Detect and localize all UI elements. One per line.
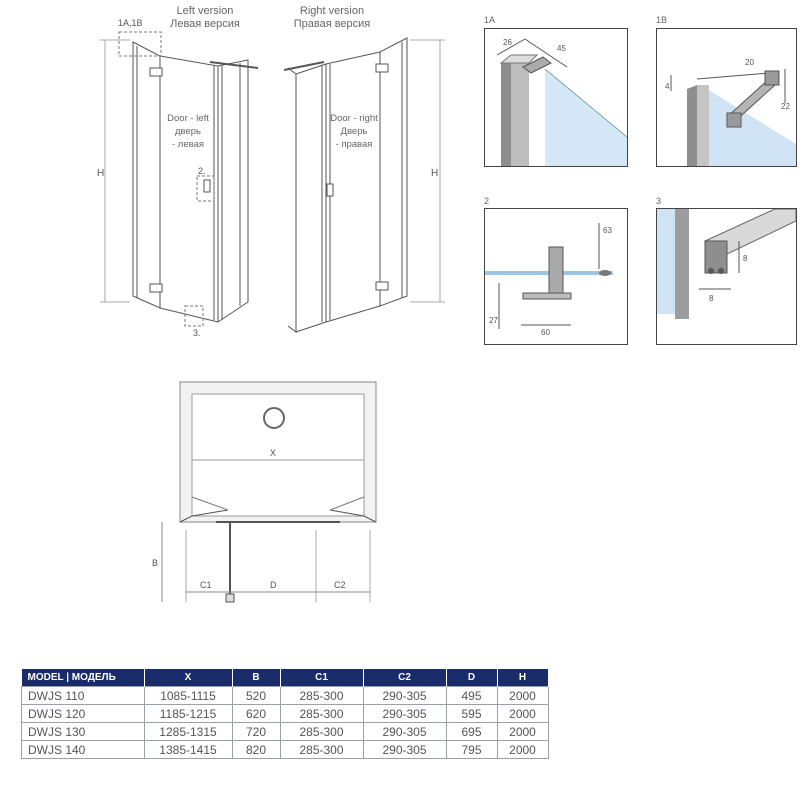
cell-c2: 290-305 — [363, 687, 446, 705]
cell-model: DWJS 110 — [22, 687, 145, 705]
detail-1b — [656, 28, 797, 167]
detail-1a — [484, 28, 628, 167]
header-h: H — [497, 669, 548, 687]
cell-d: 795 — [446, 741, 497, 759]
left-door-en: Door - left — [167, 113, 209, 124]
plan-c2-label: C2 — [334, 580, 346, 590]
left-version-title-en: Left version — [176, 5, 234, 17]
detail-2 — [484, 208, 628, 345]
cell-c2: 290-305 — [363, 741, 446, 759]
cell-c1: 285-300 — [280, 723, 363, 741]
right-version-title-ru: Правая версия — [293, 18, 371, 30]
cell-model: DWJS 130 — [22, 723, 145, 741]
detail-1b-dim-b: 4 — [665, 82, 670, 91]
left-version-title-ru: Левая версия — [170, 18, 240, 30]
header-c2: C2 — [363, 669, 446, 687]
plan-b-label: B — [152, 558, 159, 568]
cell-x: 1185-1215 — [144, 705, 232, 723]
plan-view — [140, 370, 390, 620]
table-row — [22, 705, 549, 723]
cell-model: DWJS 120 — [22, 705, 145, 723]
right-door-ru1: Дверь — [340, 126, 368, 137]
plan-d-label: D — [270, 580, 277, 590]
detail-2-drawing — [485, 209, 627, 344]
header-b: B — [232, 669, 280, 687]
cell-model: DWJS 140 — [22, 741, 145, 759]
detail-2-dim-a: 63 — [603, 226, 612, 235]
cell-c1: 285-300 — [280, 705, 363, 723]
cell-d: 495 — [446, 687, 497, 705]
cell-h: 2000 — [497, 723, 548, 741]
cell-d: 695 — [446, 723, 497, 741]
detail-1b-dim-a: 20 — [745, 58, 754, 67]
spec-table — [21, 669, 549, 759]
cell-h: 2000 — [497, 741, 548, 759]
detail-1b-drawing — [657, 29, 796, 166]
detail-2-dim-b: 27 — [489, 316, 498, 325]
left-door-ru1: дверь — [175, 126, 201, 137]
cell-b: 620 — [232, 705, 280, 723]
detail-1a-drawing — [485, 29, 627, 166]
header-x: X — [144, 669, 232, 687]
detail-3-dim-a: 8 — [709, 294, 714, 303]
detail-1b-dim-c: 22 — [781, 102, 790, 111]
detail-1b-label: 1B — [656, 15, 668, 25]
detail-1a-dim-a: 26 — [503, 38, 512, 47]
right-door-en: Door - right — [330, 113, 378, 124]
detail-3-label: 3 — [656, 196, 662, 206]
cell-x: 1385-1415 — [144, 741, 232, 759]
table-row — [22, 741, 549, 759]
table-row — [22, 687, 549, 705]
left-door-ru2: - левая — [172, 139, 204, 150]
header-model: MODEL | МОДЕЛЬ — [22, 669, 145, 687]
cell-h: 2000 — [497, 705, 548, 723]
detail-3-dim-b: 8 — [743, 254, 748, 263]
header-d: D — [446, 669, 497, 687]
plan-x-label: X — [270, 448, 277, 458]
spec-table-header — [22, 669, 549, 687]
cell-c2: 290-305 — [363, 723, 446, 741]
plan-c1-label: C1 — [200, 580, 212, 590]
detail-1a-dim-b: 45 — [557, 44, 566, 53]
mark-2: 2. — [198, 166, 206, 176]
cell-b: 520 — [232, 687, 280, 705]
detail-3-drawing — [657, 209, 796, 344]
cell-h: 2000 — [497, 687, 548, 705]
cell-c1: 285-300 — [280, 741, 363, 759]
detail-2-dim-c: 60 — [541, 328, 550, 337]
table-row — [22, 723, 549, 741]
cell-x: 1085-1115 — [144, 687, 232, 705]
right-height-label: H — [431, 168, 439, 179]
detail-1a-label: 1A — [484, 15, 496, 25]
elevation-drawings — [0, 0, 470, 350]
header-c1: C1 — [280, 669, 363, 687]
cell-x: 1285-1315 — [144, 723, 232, 741]
mark-3: 3. — [193, 328, 201, 338]
cell-b: 720 — [232, 723, 280, 741]
detail-2-label: 2 — [484, 196, 490, 206]
detail-3 — [656, 208, 797, 345]
cell-c2: 290-305 — [363, 705, 446, 723]
callout-1a1b: 1A,1B — [118, 18, 143, 28]
right-version-title-en: Right version — [299, 5, 365, 17]
cell-d: 595 — [446, 705, 497, 723]
left-height-label: H — [97, 168, 105, 179]
right-door-ru2: - правая — [335, 139, 373, 150]
cell-b: 820 — [232, 741, 280, 759]
cell-c1: 285-300 — [280, 687, 363, 705]
